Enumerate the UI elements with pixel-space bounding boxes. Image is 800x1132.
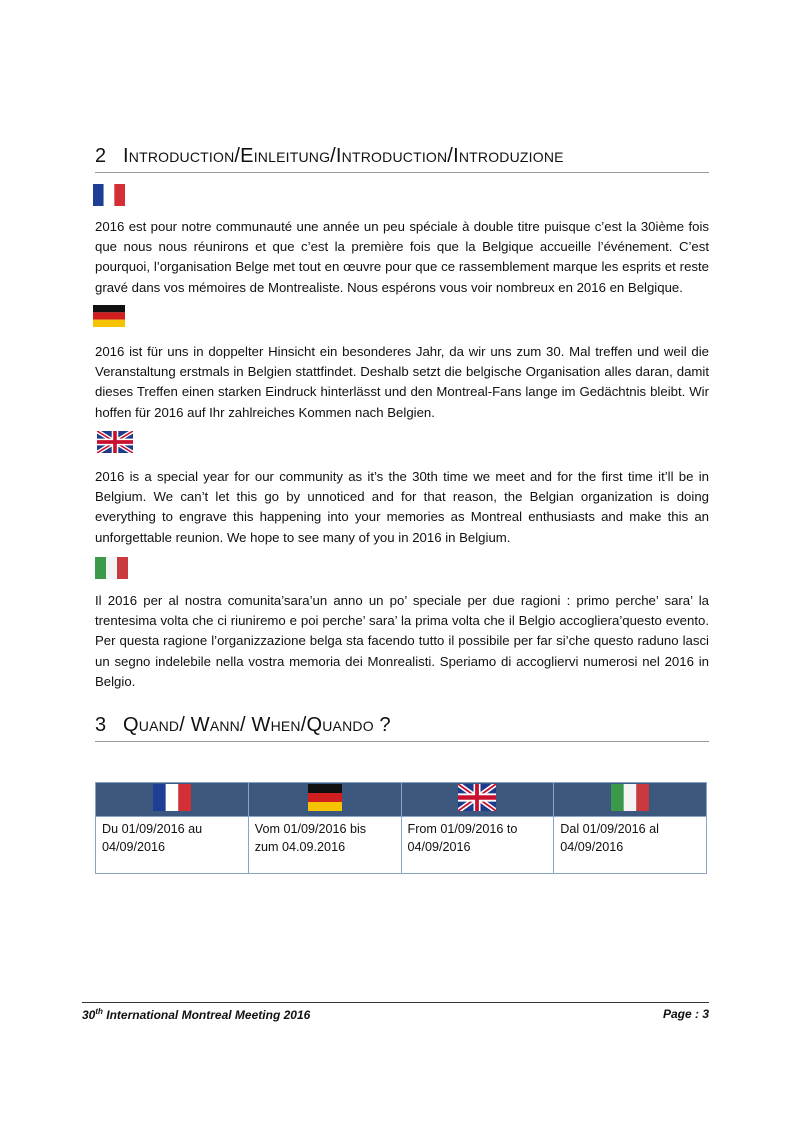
cell-line: 04/09/2016 (560, 840, 624, 854)
table-header-cell (554, 783, 707, 817)
footer-ordinal-suffix: th (95, 1007, 103, 1016)
paragraph-italian: Il 2016 per al nostra comunita’sara’un anno un po’ speciale per due ragioni : primo perche’ sara’ la trentesima volta che ci riuniremo e poi perche’ sara’ la prima volta che il Belgio accogliera’questo evento. Per questa ragione l’organizzazione belga sta facendo tutto il possibile per far si’che questo raduno lasci un segno indelebile nella vostra memoria dei Monrealisti. Speriamo di accogliervi numerosi nel 2016 in Belgio. (95, 593, 709, 689)
cell-line: Dal 01/09/2016 al (560, 822, 659, 836)
section-2-heading (95, 145, 709, 173)
section-3-heading (95, 714, 709, 742)
flag-france-icon (153, 784, 191, 811)
cell-line: zum 04.09.2016 (254, 840, 346, 854)
table-cell-french (96, 817, 249, 874)
flag-germany-icon (308, 784, 342, 811)
page-number: Page : 3 (662, 1007, 709, 1021)
dates-table (95, 782, 707, 874)
flag-italy-icon (95, 557, 128, 579)
table-cell-italian (554, 817, 707, 874)
table-row (96, 817, 707, 874)
flag-germany-icon (93, 305, 125, 327)
table-header-cell (248, 783, 401, 817)
paragraph-english: 2016 is a special year for our community as it’s the 30th time we meet and for the first time it’ll be in Belgium. We can’t let this go by unnoticed and for that reason, the Belgian organization is doing everything to engrave this happening into your memories as Montreal enthusiasts and make this an unforgettable reunion. We hope to see many of you in 2016 in Belgium. (95, 469, 709, 545)
table-header-row (96, 783, 707, 817)
footer-title-text: International Montreal Meeting 2016 (102, 1008, 311, 1022)
paragraph-german: 2016 ist für uns in doppelter Hinsicht ein besonderes Jahr, da wir uns zum 30. Mal treffen und weil die Veranstaltung erstmals in Belgien stattfindet. Deshalb setzt die belgische Organisation alles daran, damit dieses Treffen einen starken Eindruck hinterlässt und den Montreal-Fans lange im Gedächtnis bleibt. Wir hoffen für 2016 auf Ihr zahlreiches Kommen nach Belgien. (95, 344, 709, 420)
table-cell-german (248, 817, 401, 874)
table-cell-english (401, 817, 554, 874)
flag-italy-icon (611, 784, 649, 811)
footer-title (82, 1007, 310, 1022)
table-header-cell (96, 783, 249, 817)
cell-line: Du 01/09/2016 au (102, 822, 203, 836)
cell-line: Vom 01/09/2016 bis (254, 822, 367, 836)
section-title: Introduction/Einleitung/Introduction/Introduzione (123, 145, 564, 167)
table-header-cell (401, 783, 554, 817)
flag-france-icon (93, 184, 125, 206)
footer-ordinal: 30 (82, 1008, 96, 1022)
page-footer (82, 1002, 709, 1022)
paragraph-french: 2016 est pour notre communauté une année un peu spéciale à double titre puisque c’est la 30ième fois que nous nous réunirons et que c’est la première fois que la Belgique accueille l’événement. C’est pourquoi, l’organisation Belge met tout en œuvre pour que ce rassemblement marque les esprits et reste gravé dans vos mémoires de Montrealiste. Nous espérons vous voir nombreux en 2016 en Belgique. (95, 219, 709, 295)
section-number: 3 (95, 714, 107, 736)
cell-line: 04/09/2016 (407, 840, 471, 854)
cell-line: 04/09/2016 (102, 840, 166, 854)
section-number: 2 (95, 145, 107, 167)
flag-united-kingdom-icon (97, 431, 133, 453)
flag-united-kingdom-icon (458, 784, 496, 811)
section-title: Quand/ Wann/ When/Quando ? (123, 714, 391, 736)
cell-line: From 01/09/2016 to (407, 822, 518, 836)
